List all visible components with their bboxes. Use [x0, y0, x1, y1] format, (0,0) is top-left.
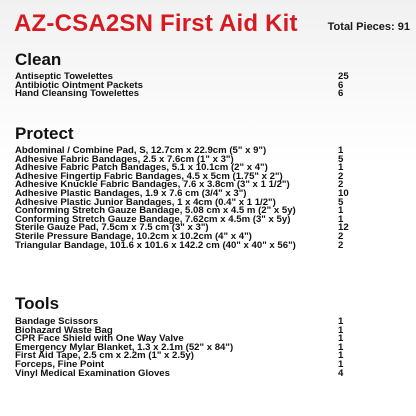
item-name: Sterile Gauze Pad, 7.5cm x 7.5 cm (3" x 3") — [15, 222, 209, 234]
item-qty: 5 — [338, 153, 344, 165]
item-qty: 1 — [338, 213, 344, 225]
item-name: Antibiotic Ointment Packets — [15, 79, 143, 91]
item-qty: 1 — [338, 324, 344, 336]
item-name: Conforming Stretch Gauze Bandage, 5.08 cm x 4.5 m (2" x 5y) — [15, 205, 296, 217]
item-name: Abdominal / Combine Pad, S, 12.7cm x 22.9cm (5" x 9") — [15, 145, 267, 156]
item-name: Bandage Scissors — [15, 316, 99, 327]
item-qty: 2 — [338, 179, 344, 191]
list-item — [15, 367, 355, 379]
section-title-clean: Clean — [15, 50, 62, 69]
item-name: Hand Cleansing Towelettes — [15, 88, 140, 100]
item-name: Adhesive Plastic Junior Bandages, 1 x 4cm (0.4" x 1 1/2") — [15, 196, 276, 208]
item-qty: 4 — [338, 367, 344, 379]
item-name: First Aid Tape, 2.5 cm x 2.2m (1" x 2.5y) — [15, 350, 194, 362]
item-name: Sterile Pressure Bandage, 10.2cm x 10.2cm (4" x 4") — [15, 230, 252, 242]
item-name: Forceps, Fine Point — [15, 358, 105, 370]
item-qty: 5 — [338, 196, 344, 208]
section-title-protect: Protect — [15, 124, 74, 143]
list-item — [15, 239, 355, 251]
item-qty: 1 — [338, 341, 344, 353]
item-qty: 6 — [338, 79, 344, 91]
item-name: Biohazard Waste Bag — [15, 324, 113, 336]
clean-item-list — [15, 73, 355, 99]
protect-item-list — [15, 147, 355, 250]
item-qty: 1 — [338, 145, 344, 156]
item-name: Adhesive Plastic Bandages, 1.9 x 7.6 cm (3/4" x 3") — [15, 187, 247, 199]
tools-item-list — [15, 318, 355, 378]
item-name: Adhesive Fabric Bandages, 2.5 x 7.6cm (1" x 3") — [15, 153, 234, 165]
item-qty: 1 — [338, 358, 344, 370]
item-qty: 1 — [338, 316, 344, 327]
item-qty: 2 — [338, 239, 344, 251]
item-name: Adhesive Fingertip Fabric Bandages, 4.5 x 5cm (1.75" x 2") — [15, 170, 283, 182]
item-name: Adhesive Knuckle Fabric Bandages, 7.6 x 3.8cm (3" x 1 1/2") — [15, 179, 290, 191]
item-qty: 6 — [338, 88, 344, 100]
item-name: Vinyl Medical Examination Gloves — [15, 367, 170, 379]
item-name: Triangular Bandage, 101.6 x 101.6 x 142.2 cm (40" x 40" x 56") — [15, 239, 296, 251]
item-name: Adhesive Fabric Patch Bandages, 5.1 x 10.1cm (2" x 4") — [15, 162, 268, 174]
item-qty: 2 — [338, 230, 344, 242]
item-qty: 1 — [338, 333, 344, 345]
item-name: CPR Face Shield with One Way Valve — [15, 333, 184, 345]
page-title: AZ-CSA2SN First Aid Kit — [14, 10, 298, 37]
item-qty: 25 — [338, 71, 349, 82]
item-name: Conforming Stretch Gauze Bandage, 7.62cm x 4.5m (3" x 5y) — [15, 213, 291, 225]
item-qty: 10 — [338, 187, 349, 199]
total-pieces-label: Total Pieces: 91 — [327, 21, 410, 33]
item-qty: 2 — [338, 170, 344, 182]
item-qty: 12 — [338, 222, 349, 234]
item-qty: 1 — [338, 162, 344, 174]
item-name: Antiseptic Towelettes — [15, 71, 113, 82]
item-name: Emergency Mylar Blanket, 1.3 x 2.1m (52" x 84") — [15, 341, 234, 353]
section-title-tools: Tools — [15, 294, 60, 313]
item-qty: 1 — [338, 205, 344, 217]
item-qty: 1 — [338, 350, 344, 362]
header — [14, 10, 410, 44]
list-item — [15, 90, 355, 99]
